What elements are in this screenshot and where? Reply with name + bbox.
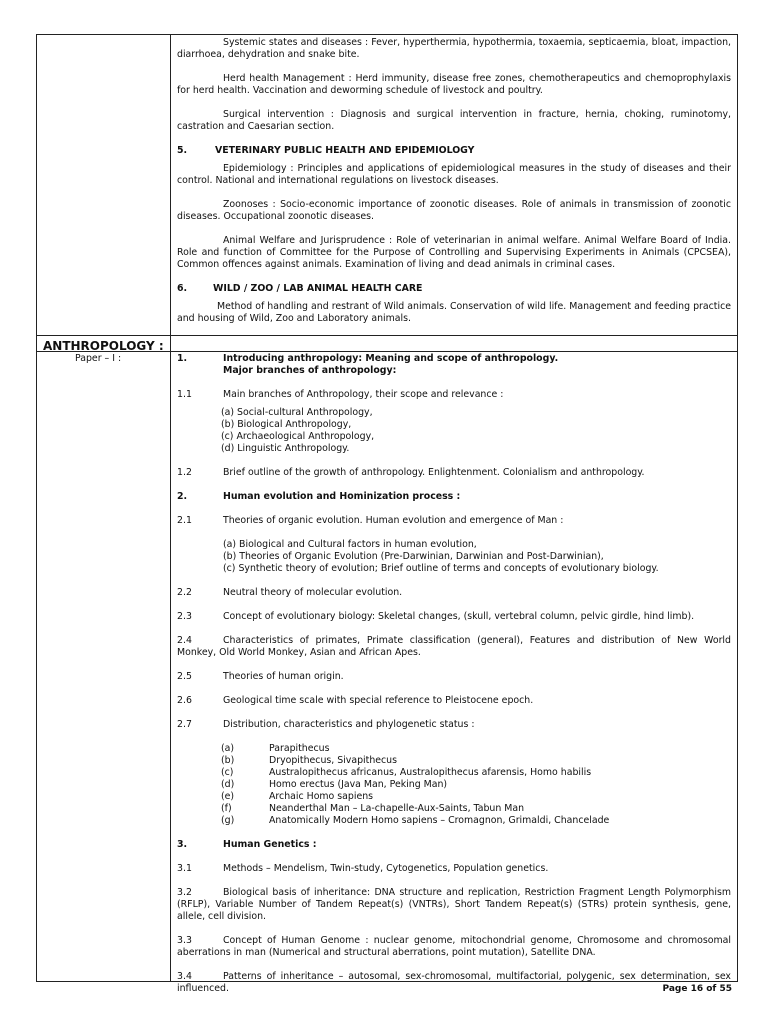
list-item: (b) Dryopithecus, Sivapithecus — [221, 755, 398, 766]
list-item: 2.4 Characteristics of primates, Primate classification (general), Features and distribution of New World Monkey, Old World Monkey, Asian and African Apes. — [177, 635, 731, 658]
section-heading: 2. Human evolution and Hominization process : — [177, 491, 461, 502]
list-item: 3.4 Patterns of inheritance – autosomal, sex-chromosomal, multifactorial, polygenic, sex determination, sex influenced. — [177, 971, 731, 994]
list-item: 2.3 Concept of evolutionary biology: Skeletal changes, (skull, vertebral column, pelvic girdle, hind limb). — [177, 611, 695, 622]
paper-label: Paper – I : — [75, 353, 122, 364]
column-divider — [170, 35, 171, 981]
paragraph: Surgical intervention : Diagnosis and surgical intervention in fracture, hernia, choking, ruminotomy, castration and Caesarian section. — [177, 109, 731, 132]
list-item: (d) Homo erectus (Java Man, Peking Man) — [221, 779, 448, 790]
list-item: (e) Archaic Homo sapiens — [221, 791, 374, 802]
paragraph: Herd health Management : Herd immunity, disease free zones, chemotherapeutics and chemoprophylaxis for herd health. Vaccination and deworming schedule of livestock and poultry. — [177, 73, 731, 96]
list-item: 3.1 Methods – Mendelism, Twin-study, Cytogenetics, Population genetics. — [177, 863, 549, 874]
sub-list: (a) Social-cultural Anthropology, (b) Biological Anthropology, (c) Archaeological Anthropology, (d) Linguistic Anthropology. — [221, 407, 375, 454]
anthropology-section — [177, 353, 731, 995]
list-item: 2.5 Theories of human origin. — [177, 671, 344, 682]
list-item: (a) Parapithecus — [221, 743, 330, 754]
paragraph: Zoonoses : Socio-economic importance of zoonotic diseases. Role of animals in transmission of zoonotic diseases. Occupational zoonotic diseases. — [177, 199, 731, 222]
list-item: 2.6 Geological time scale with special reference to Pleistocene epoch. — [177, 695, 534, 706]
list-item: 2.1 Theories of organic evolution. Human evolution and emergence of Man : — [177, 515, 564, 526]
list-item: 1.1 Main branches of Anthropology, their scope and relevance : — [177, 389, 504, 400]
section-heading: 6. WILD / ZOO / LAB ANIMAL HEALTH CARE — [177, 283, 423, 294]
page-number: Page 16 of 55 — [662, 984, 732, 994]
paragraph: Systemic states and diseases : Fever, hyperthermia, hypothermia, toxaemia, septicaemia, bloat, impaction, diarrhoea, dehydration and snake bite. — [177, 37, 731, 60]
section-title: ANTHROPOLOGY : — [43, 339, 164, 353]
list-item: 2.2 Neutral theory of molecular evolution. — [177, 587, 403, 598]
list-item: 1.2 Brief outline of the growth of anthropology. Enlightenment. Colonialism and anthropology. — [177, 467, 645, 478]
section-heading: 3. Human Genetics : — [177, 839, 317, 850]
paragraph: Animal Welfare and Jurisprudence : Role of veterinarian in animal welfare. Animal Welfare Board of India. Role and function of Committee for the Purpose of Controlling and Supervising Experiments in Animals (CPCSEA), Common offences against animals. Examination of living and dead animals in criminal cases. — [177, 235, 731, 270]
paragraph: Epidemiology : Principles and applications of epidemiological measures in the study of diseases and their control. National and international regulations on livestock diseases. — [177, 163, 731, 186]
vet-section — [177, 37, 731, 325]
paragraph: Method of handling and restrant of Wild animals. Conservation of wild life. Management and feeding practice and housing of Wild, Zoo and Laboratory animals. — [177, 301, 731, 324]
section-heading: 5. VETERINARY PUBLIC HEALTH AND EPIDEMIOLOGY — [177, 145, 475, 156]
list-item: 3.2 Biological basis of inheritance: DNA structure and replication, Restriction Fragment Length Polymorphism (RFLP), Variable Number of Tandem Repeat(s) (VNTRs), Short Tandem Repeat(s) (STRs) protein synthesis, gene, allele, cell division. — [177, 887, 731, 922]
row-divider-top — [37, 335, 737, 336]
list-item: (c) Australopithecus africanus, Australopithecus afarensis, Homo habilis — [221, 767, 592, 778]
sub-list — [177, 743, 731, 827]
list-item: 3.3 Concept of Human Genome : nuclear genome, mitochondrial genome, Chromosome and chromosomal aberrations in man (Numerical and structural aberrations, point mutation), Satellite DNA. — [177, 935, 731, 958]
list-item: (g) Anatomically Modern Homo sapiens – Cromagnon, Grimaldi, Chancelade — [221, 815, 610, 826]
section-heading: 1. Introducing anthropology: Meaning and scope of anthropology. Major branches of anthropology: — [177, 353, 559, 376]
list-item: (f) Neanderthal Man – La-chapelle-Aux-Saints, Tabun Man — [221, 803, 525, 814]
sub-list: (a) Biological and Cultural factors in human evolution, (b) Theories of Organic Evolution (Pre-Darwinian, Darwinian and Post-Darwinian), (c) Synthetic theory of evolution; Brief outline of terms and concepts of evolutionary biology. — [223, 539, 659, 574]
list-item: 2.7 Distribution, characteristics and phylogenetic status : — [177, 719, 475, 730]
